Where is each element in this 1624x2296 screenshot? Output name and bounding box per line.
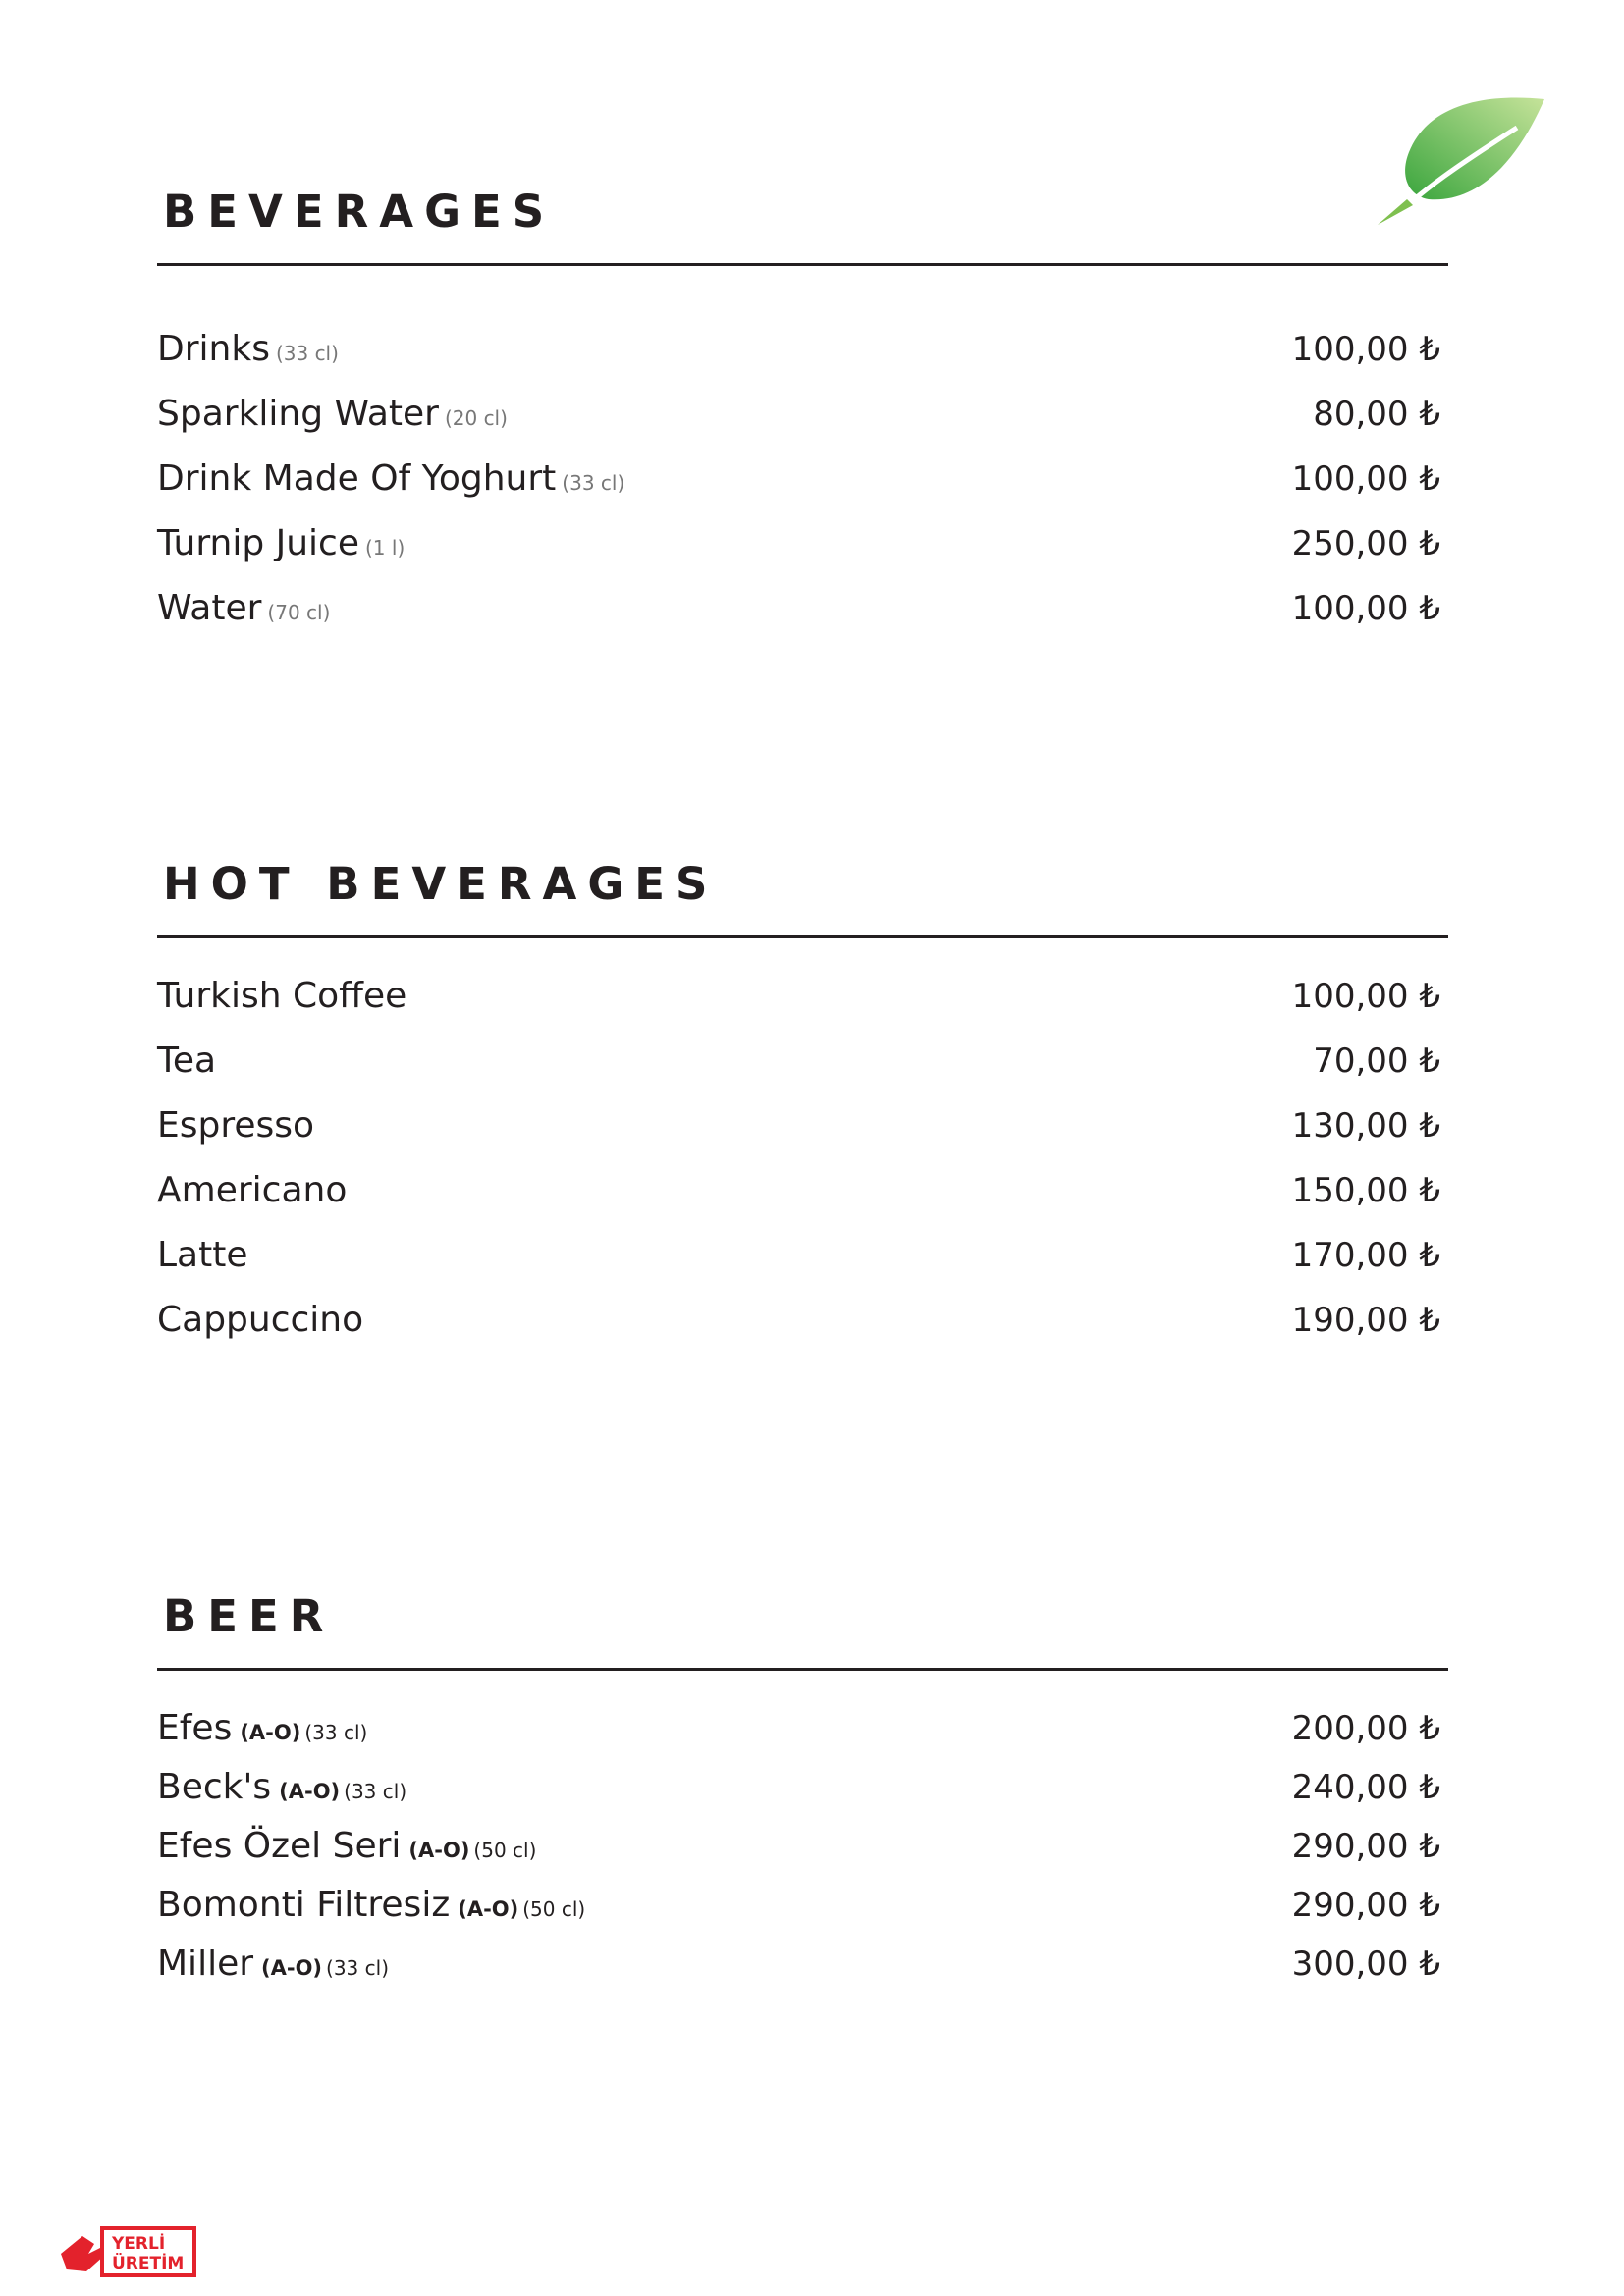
menu-item-row [157, 1041, 1448, 1105]
item-name-text: Efes [157, 1708, 233, 1748]
item-price: 100,00 ₺ [1291, 589, 1440, 628]
item-name-text: Water [157, 588, 262, 628]
item-name-text: Bomonti Filtresiz [157, 1885, 451, 1925]
item-name [157, 588, 330, 628]
item-name [157, 1885, 585, 1925]
item-name-text: Beck's [157, 1767, 272, 1807]
item-name [157, 1767, 406, 1807]
section-title-beverages: BEVERAGES [163, 186, 556, 238]
item-volume: (33 cl) [326, 1956, 389, 1980]
menu-item-row [157, 1105, 1448, 1170]
item-price: 200,00 ₺ [1291, 1709, 1440, 1748]
menu-item-row [157, 1885, 1448, 1944]
item-name [157, 1235, 248, 1275]
menu-item-row [157, 976, 1448, 1041]
item-name-text: Turnip Juice [157, 523, 359, 563]
beer-section [157, 1590, 1448, 2002]
menu-item-row [157, 1826, 1448, 1885]
item-name [157, 1170, 347, 1210]
item-volume: (50 cl) [473, 1839, 537, 1862]
item-name [157, 394, 508, 434]
section-title-beer: BEER [163, 1590, 335, 1642]
item-name-text: Drinks [157, 329, 270, 369]
item-name-text: Latte [157, 1235, 248, 1275]
item-name-text: Tea [157, 1041, 217, 1081]
item-volume: (33 cl) [304, 1721, 368, 1744]
item-price: 290,00 ₺ [1291, 1886, 1440, 1925]
item-price: 100,00 ₺ [1291, 459, 1440, 499]
menu-item-row [157, 1235, 1448, 1300]
beverages-list [157, 329, 1448, 653]
item-price: 100,00 ₺ [1291, 330, 1440, 369]
item-volume: (33 cl) [275, 342, 339, 365]
yerli-uretim-badge [59, 2224, 198, 2279]
item-price: 240,00 ₺ [1291, 1768, 1440, 1807]
badge-line2: ÜRETİM [112, 2254, 185, 2273]
menu-item-row [157, 394, 1448, 458]
item-name-text: Americano [157, 1170, 348, 1210]
item-name [157, 976, 406, 1016]
menu-item-row [157, 329, 1448, 394]
item-code: (A-O) [261, 1956, 323, 1980]
item-name-text: Drink Made Of Yoghurt [157, 458, 557, 499]
item-volume: (33 cl) [562, 471, 625, 495]
item-name [157, 1944, 389, 1984]
item-code: (A-O) [408, 1839, 470, 1862]
item-name [157, 329, 339, 369]
item-name [157, 1105, 314, 1146]
menu-item-row [157, 458, 1448, 523]
section-divider [157, 1668, 1448, 1671]
menu-item-row [157, 588, 1448, 653]
beverages-section [157, 186, 1448, 653]
item-volume: (50 cl) [522, 1897, 586, 1921]
item-price: 70,00 ₺ [1313, 1041, 1440, 1081]
item-code: (A-O) [240, 1721, 301, 1744]
hot-beverages-section [157, 858, 1448, 1364]
item-volume: (20 cl) [444, 406, 508, 430]
item-price: 170,00 ₺ [1291, 1236, 1440, 1275]
item-name [157, 1708, 367, 1748]
item-price: 80,00 ₺ [1313, 395, 1440, 434]
section-title-hot-beverages: HOT BEVERAGES [163, 858, 719, 910]
menu-item-row [157, 523, 1448, 588]
section-divider [157, 263, 1448, 266]
item-name [157, 1041, 216, 1081]
item-price: 250,00 ₺ [1291, 524, 1440, 563]
item-name [157, 458, 624, 499]
item-name-text: Sparkling Water [157, 394, 439, 434]
item-code: (A-O) [458, 1897, 519, 1921]
menu-item-row [157, 1767, 1448, 1826]
section-divider [157, 935, 1448, 938]
item-price: 190,00 ₺ [1291, 1301, 1440, 1340]
item-name [157, 523, 405, 563]
item-name-text: Espresso [157, 1105, 315, 1146]
menu-item-row [157, 1708, 1448, 1767]
item-volume: (70 cl) [267, 601, 331, 624]
item-price: 150,00 ₺ [1291, 1171, 1440, 1210]
badge-line1: YERLİ [112, 2234, 166, 2254]
item-price: 100,00 ₺ [1291, 977, 1440, 1016]
hot-beverages-list [157, 976, 1448, 1364]
item-price: 130,00 ₺ [1291, 1106, 1440, 1146]
item-volume: (1 l) [365, 536, 406, 560]
item-code: (A-O) [279, 1780, 341, 1803]
menu-item-row [157, 1170, 1448, 1235]
menu-item-row [157, 1944, 1448, 2002]
item-name-text: Miller [157, 1944, 254, 1984]
menu-item-row [157, 1300, 1448, 1364]
item-name [157, 1826, 536, 1866]
item-name [157, 1300, 363, 1340]
item-name-text: Cappuccino [157, 1300, 364, 1340]
item-volume: (33 cl) [344, 1780, 407, 1803]
item-price: 290,00 ₺ [1291, 1827, 1440, 1866]
item-name-text: Turkish Coffee [157, 976, 407, 1016]
item-price: 300,00 ₺ [1291, 1945, 1440, 1984]
beer-list [157, 1708, 1448, 2002]
item-name-text: Efes Özel Seri [157, 1826, 402, 1866]
